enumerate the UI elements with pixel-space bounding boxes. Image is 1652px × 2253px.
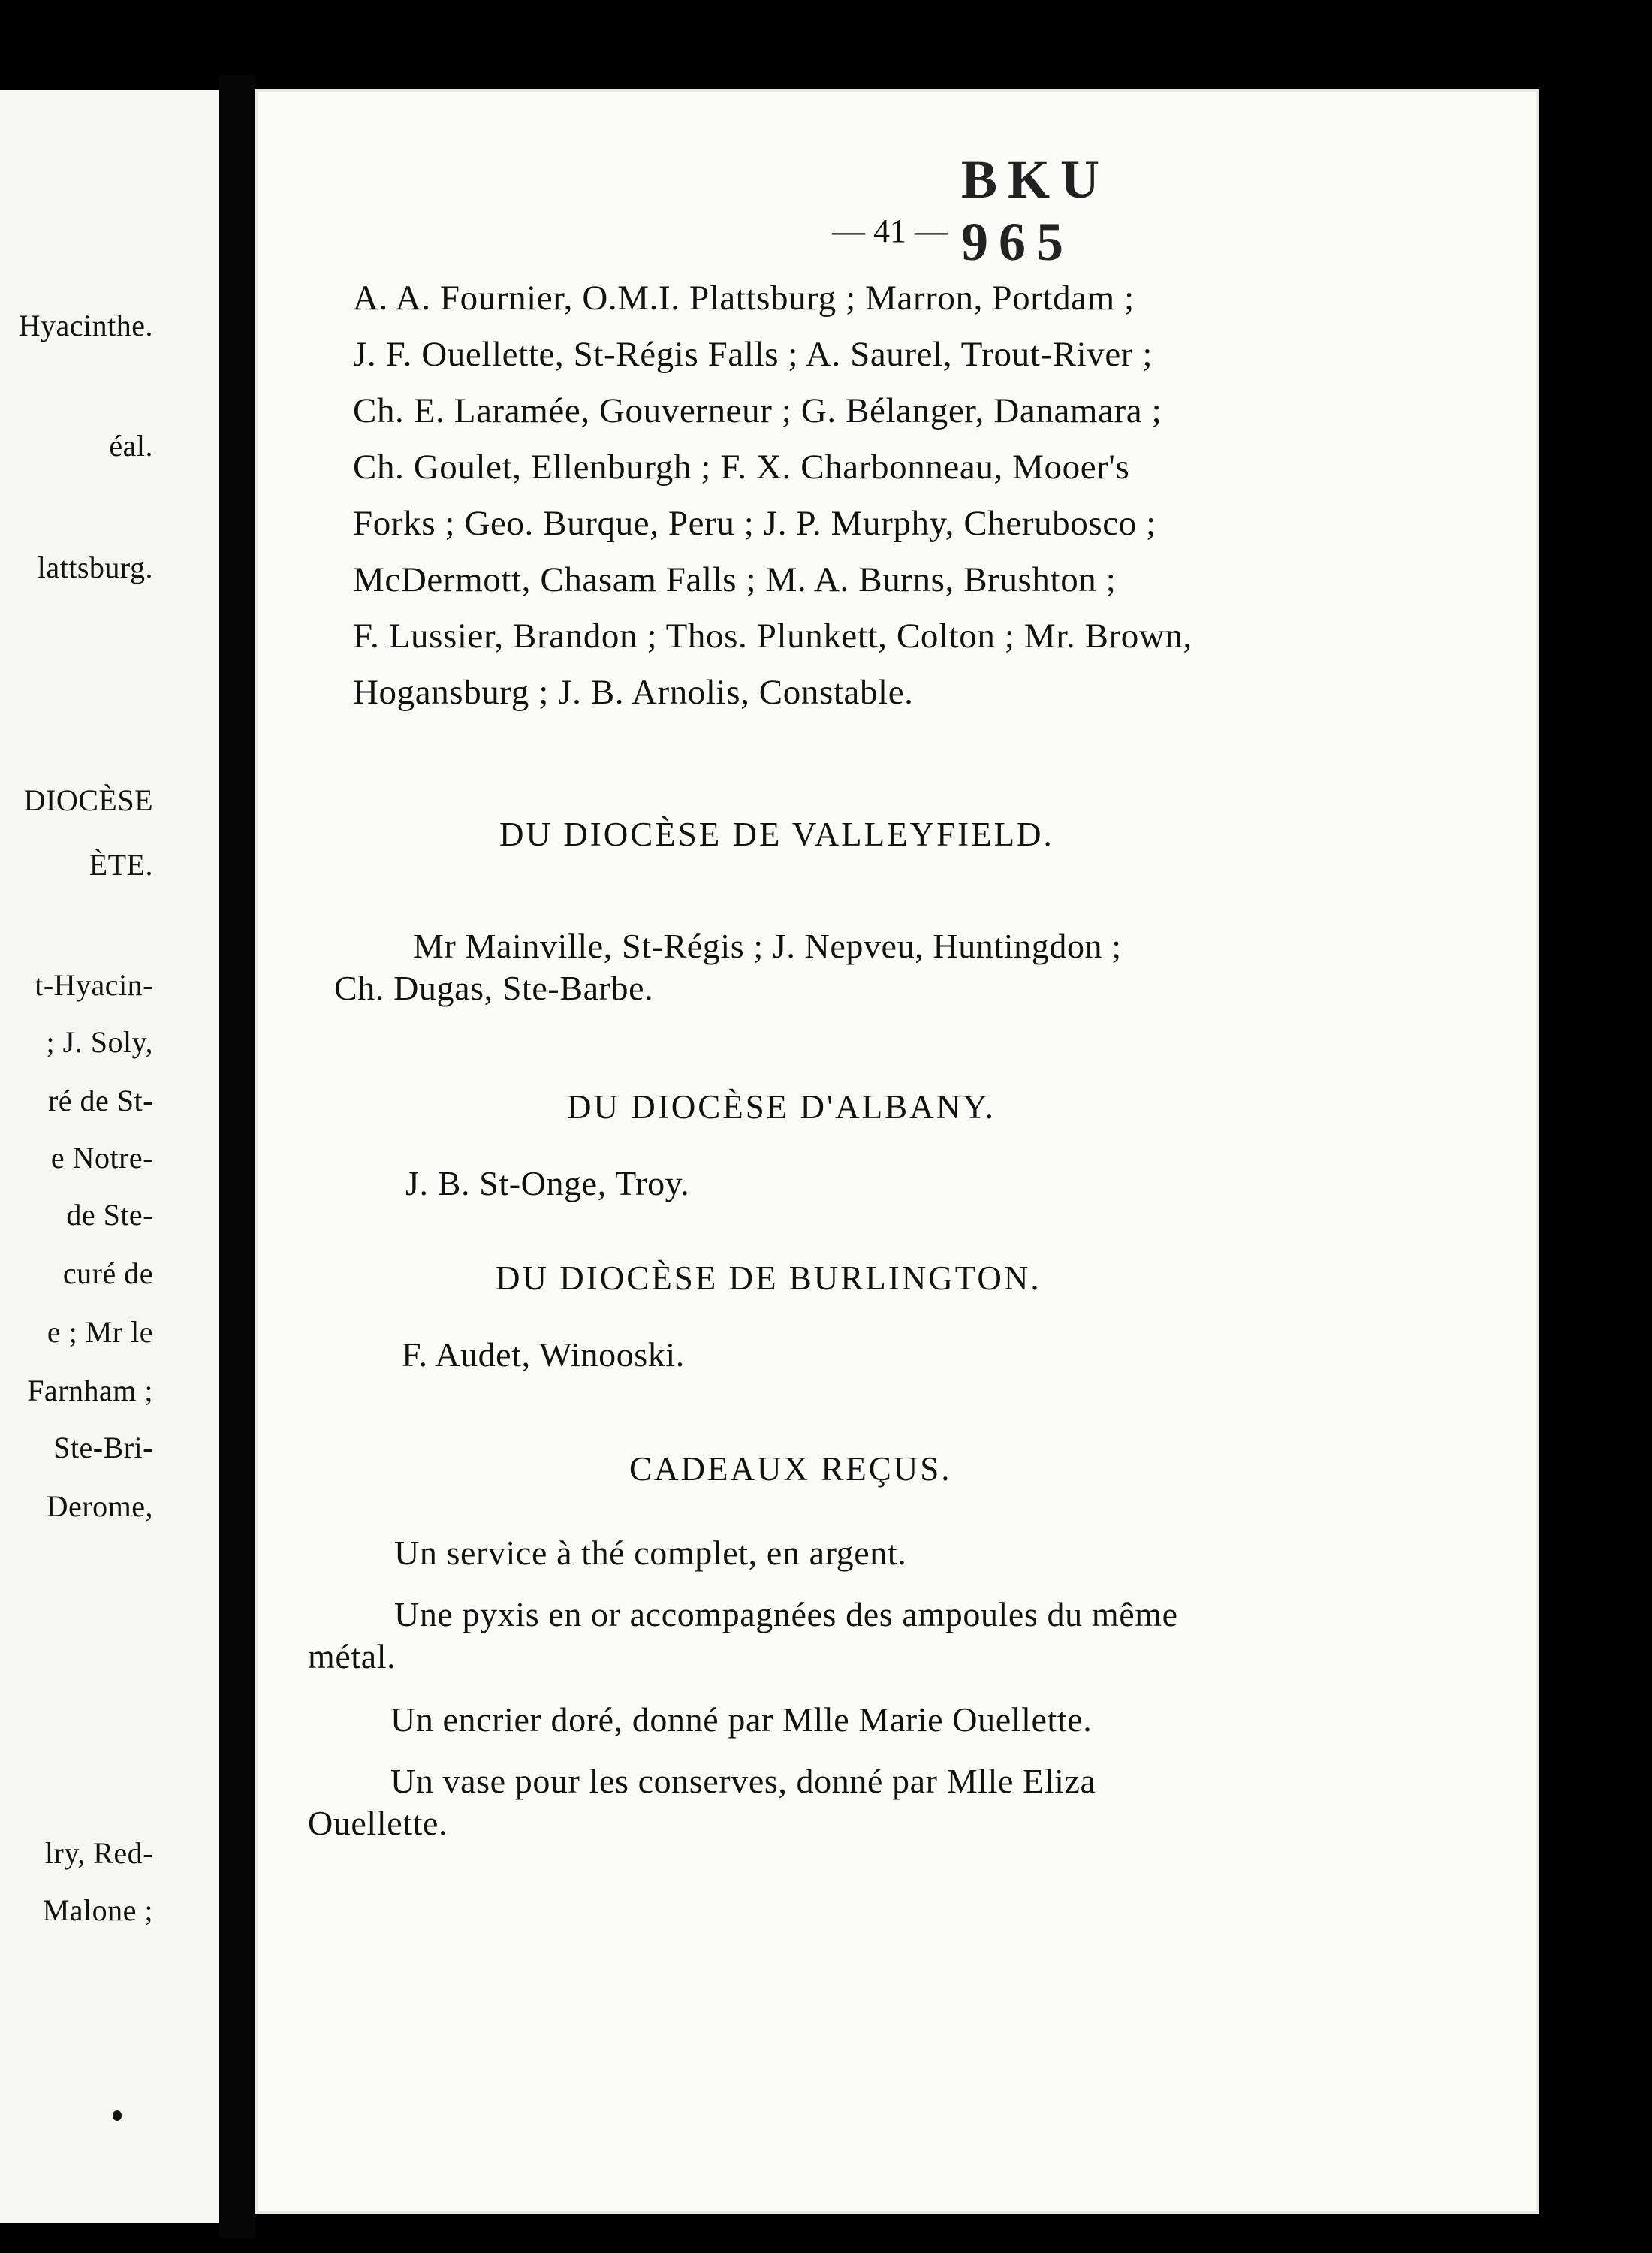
section-body-burlington [402, 1334, 1303, 1376]
text-line: Mr Mainville, St-Régis ; J. Nepveu, Huntingdon ; [413, 927, 1122, 965]
text-line: A. A. Fournier, O.M.I. Plattsburg ; Marron, Portdam ; [353, 279, 1135, 318]
text-line: J. B. St-Onge, Troy. [405, 1164, 690, 1202]
left-fragment-line: Farnham ; [27, 1374, 153, 1407]
gift-item [308, 1594, 1322, 1678]
gift-item [315, 1532, 1322, 1574]
clergy-list [353, 270, 1344, 721]
left-fragment-line: DIOCÈSE [23, 783, 153, 817]
left-fragment-line: ré de St- [47, 1084, 153, 1117]
left-fragment-line: ÈTE. [89, 848, 153, 882]
book-gutter [219, 75, 255, 2238]
text-line: F. Audet, Winooski. [402, 1335, 685, 1374]
page-number: — 41 — [832, 213, 948, 249]
text-line: F. Lussier, Brandon ; Thos. Plunkett, Colton ; Mr. Brown, [353, 617, 1192, 656]
left-page-fragment [0, 90, 219, 2223]
text-line: Ch. Dugas, Ste-Barbe. [334, 969, 654, 1007]
text-line: Un service à thé complet, en argent. [394, 1534, 907, 1572]
text-line: Une pyxis en or accompagnées des ampoules du même [394, 1595, 1178, 1633]
left-fragment-line: lattsburg. [37, 550, 153, 584]
text-line: McDermott, Chasam Falls ; M. A. Burns, Brushton ; [353, 560, 1117, 599]
left-fragment-line: Derome, [46, 1489, 153, 1523]
text-line: Ch. Goulet, Ellenburgh ; F. X. Charbonneau, Mooer's [353, 448, 1130, 487]
gift-item [312, 1699, 1325, 1741]
text-line: Hogansburg ; J. B. Arnolis, Constable. [353, 673, 914, 712]
section-heading-valleyfield: DU DIOCÈSE DE VALLEYFIELD. [499, 816, 1054, 853]
section-heading-albany: DU DIOCÈSE D'ALBANY. [567, 1088, 996, 1126]
left-fragment-line: e ; Mr le [47, 1315, 153, 1349]
left-fragment-line: éal. [109, 429, 153, 463]
text-line: J. F. Ouellette, St-Régis Falls ; A. Saurel, Trout-River ; [353, 335, 1153, 374]
left-fragment-line: Hyacinthe. [18, 309, 153, 342]
left-fragment-line: Malone ; [42, 1893, 153, 1927]
text-line: Forks ; Geo. Burque, Peru ; J. P. Murphy, Cherubosco ; [353, 504, 1156, 543]
left-fragment-line: t-Hyacin- [35, 968, 153, 1002]
text-line: métal. [308, 1637, 396, 1675]
left-fragment-line: Ste-Bri- [53, 1431, 153, 1464]
ink-spot [113, 2110, 122, 2121]
section-body-valleyfield [334, 925, 1333, 1009]
gift-item [308, 1760, 1322, 1844]
call-number-stamp: BKU 965 [961, 149, 1111, 272]
text-line: Ch. E. Laramée, Gouverneur ; G. Bélanger, Danamara ; [353, 391, 1162, 430]
text-line: Ouellette. [308, 1804, 448, 1842]
section-body-albany [405, 1163, 1307, 1205]
left-fragment-line: de Ste- [66, 1198, 153, 1232]
text-line: Un encrier doré, donné par Mlle Marie Ouellette. [390, 1700, 1093, 1739]
section-heading-burlington: DU DIOCÈSE DE BURLINGTON. [496, 1259, 1042, 1297]
text-line: Un vase pour les conserves, donné par Mlle Eliza [390, 1762, 1096, 1800]
left-fragment-line: curé de [62, 1256, 153, 1290]
left-fragment-line: lry, Red- [44, 1836, 153, 1870]
left-fragment-line: e Notre- [50, 1141, 153, 1175]
left-fragment-line: ; J. Soly, [46, 1025, 153, 1059]
section-heading-gifts: CADEAUX REÇUS. [629, 1450, 952, 1488]
